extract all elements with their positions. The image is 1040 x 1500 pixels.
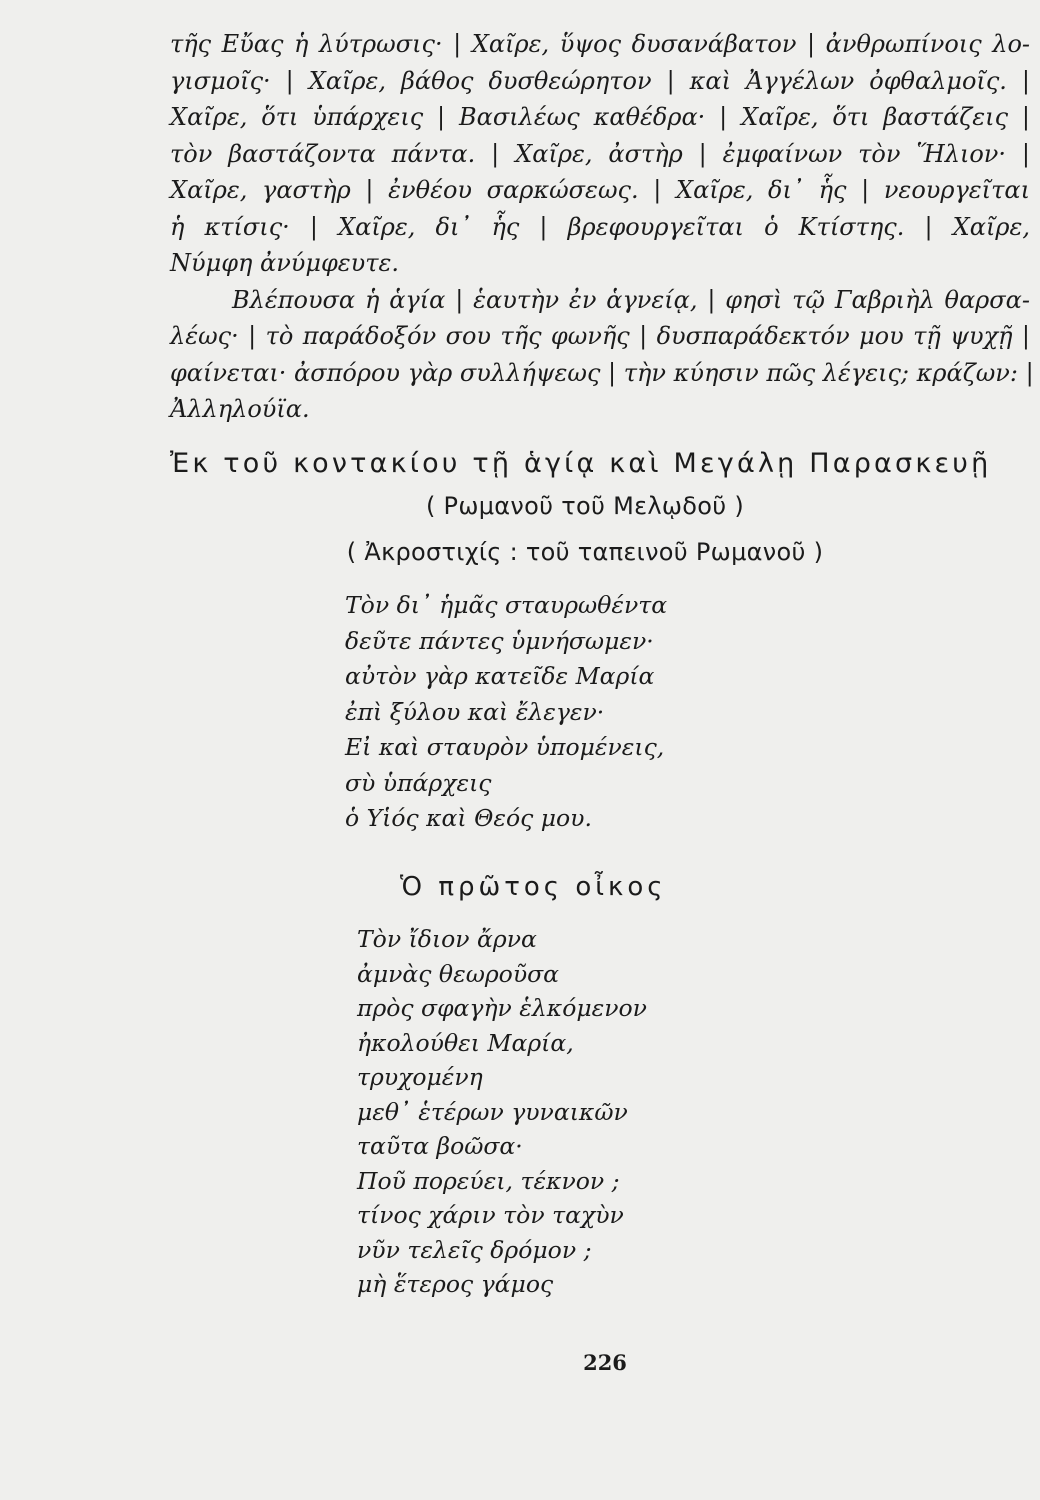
oikos-heading: Ὁ πρῶτος οἶκος [400, 872, 667, 902]
verse-line: ἐπὶ ξύλου καὶ ἔλεγεν· [345, 697, 605, 726]
prose-line: Ἀλληλούϊα. [170, 395, 310, 423]
prose-paragraphs [170, 26, 1034, 428]
kontakion-verse [345, 588, 667, 837]
verse-line: ὁ Υἱός καὶ Θεός μου. [345, 804, 592, 832]
verse-line: αὐτὸν γὰρ κατεῖδε Μαρία [345, 662, 655, 690]
oikos-verse [357, 922, 647, 1302]
prose-line: τῆς Εὔας ἡ λύτρωσις· | Χαῖρε, ὕψος δυσανάβατον | ἀνθρωπίνοις λο- [170, 30, 1030, 58]
prose-line: φαίνεται· ἀσπόρου γὰρ συλλήψεως | τὴν κύησιν πῶς λέγεις; κράζων: | [170, 358, 1034, 387]
section-heading: Ἐκ τοῦ κοντακίου τῇ ἁγίᾳ καὶ Μεγάλῃ Παρασκευῇ [170, 448, 992, 479]
verse-line: Τὸν δι᾽ ἡμᾶς σταυρωθέντα [345, 591, 668, 619]
verse-line: νῦν τελεῖς δρόμον ; [357, 1235, 592, 1264]
verse-line: τρυχομένη [357, 1063, 483, 1091]
verse-line: Ποῦ πορεύει, τέκνον ; [357, 1166, 620, 1195]
verse-line: ἠκολούθει Μαρία, [357, 1028, 574, 1057]
verse-line: Εἰ καὶ σταυρὸν ὑπομένεις, [345, 733, 665, 761]
prose-line: Χαῖρε, γαστὴρ | ἐνθέου σαρκώσεως. | Χαῖρε, δι᾽ ἧς | νεουργεῖται [170, 176, 1030, 204]
verse-line: ἀμνὰς θεωροῦσα [357, 959, 560, 988]
acrostic-subheading: ( Ἀκροστιχίς : τοῦ ταπεινοῦ Ρωμανοῦ ) [346, 538, 824, 566]
prose-line: γισμοῖς· | Χαῖρε, βάθος δυσθεώρητον | καὶ Ἀγγέλων ὀφθαλμοῖς. | [170, 66, 1030, 95]
verse-line: δεῦτε πάντες ὑμνήσωμεν· [345, 626, 654, 655]
prose-line: Βλέπουσα ἡ ἁγία | ἑαυτὴν ἐν ἁγνείᾳ, | φησὶ τῷ Γαβριὴλ θαρσα- [232, 285, 1030, 314]
author-subheading: ( Ρωμανοῦ τοῦ Μελῳδοῦ ) [425, 492, 745, 520]
prose-line: Χαῖρε, ὅτι ὑπάρχεις | Βασιλέως καθέδρα· | Χαῖρε, ὅτι βαστάζεις | [170, 103, 1030, 131]
prose-line: ἡ κτίσις· | Χαῖρε, δι᾽ ἧς | βρεφουργεῖται ὁ Κτίστης. | Χαῖρε, [170, 212, 1030, 241]
page-number: 226 [583, 1350, 627, 1375]
verse-line: Τὸν ἴδιον ἄρνα [357, 925, 537, 953]
verse-line: σὺ ὑπάρχεις [345, 768, 492, 797]
verse-line: πρὸς σφαγὴν ἑλκόμενον [357, 994, 647, 1022]
prose-line: τὸν βαστάζοντα πάντα. | Χαῖρε, ἀστὴρ | ἐμφαίνων τὸν Ἥλιον· | [170, 139, 1030, 168]
verse-line: τίνος χάριν τὸν ταχὺν [357, 1201, 624, 1229]
prose-line: λέως· | τὸ παράδοξόν σου τῆς φωνῆς | δυσπαράδεκτόν μου τῇ ψυχῇ | [170, 322, 1030, 350]
verse-line: ταῦτα βοῶσα· [357, 1132, 523, 1160]
verse-line: μὴ ἕτερος γάμος [357, 1270, 554, 1298]
prose-line: Νύμφη ἀνύμφευτε. [170, 249, 400, 277]
verse-line: μεθ᾽ ἑτέρων γυναικῶν [357, 1097, 628, 1126]
